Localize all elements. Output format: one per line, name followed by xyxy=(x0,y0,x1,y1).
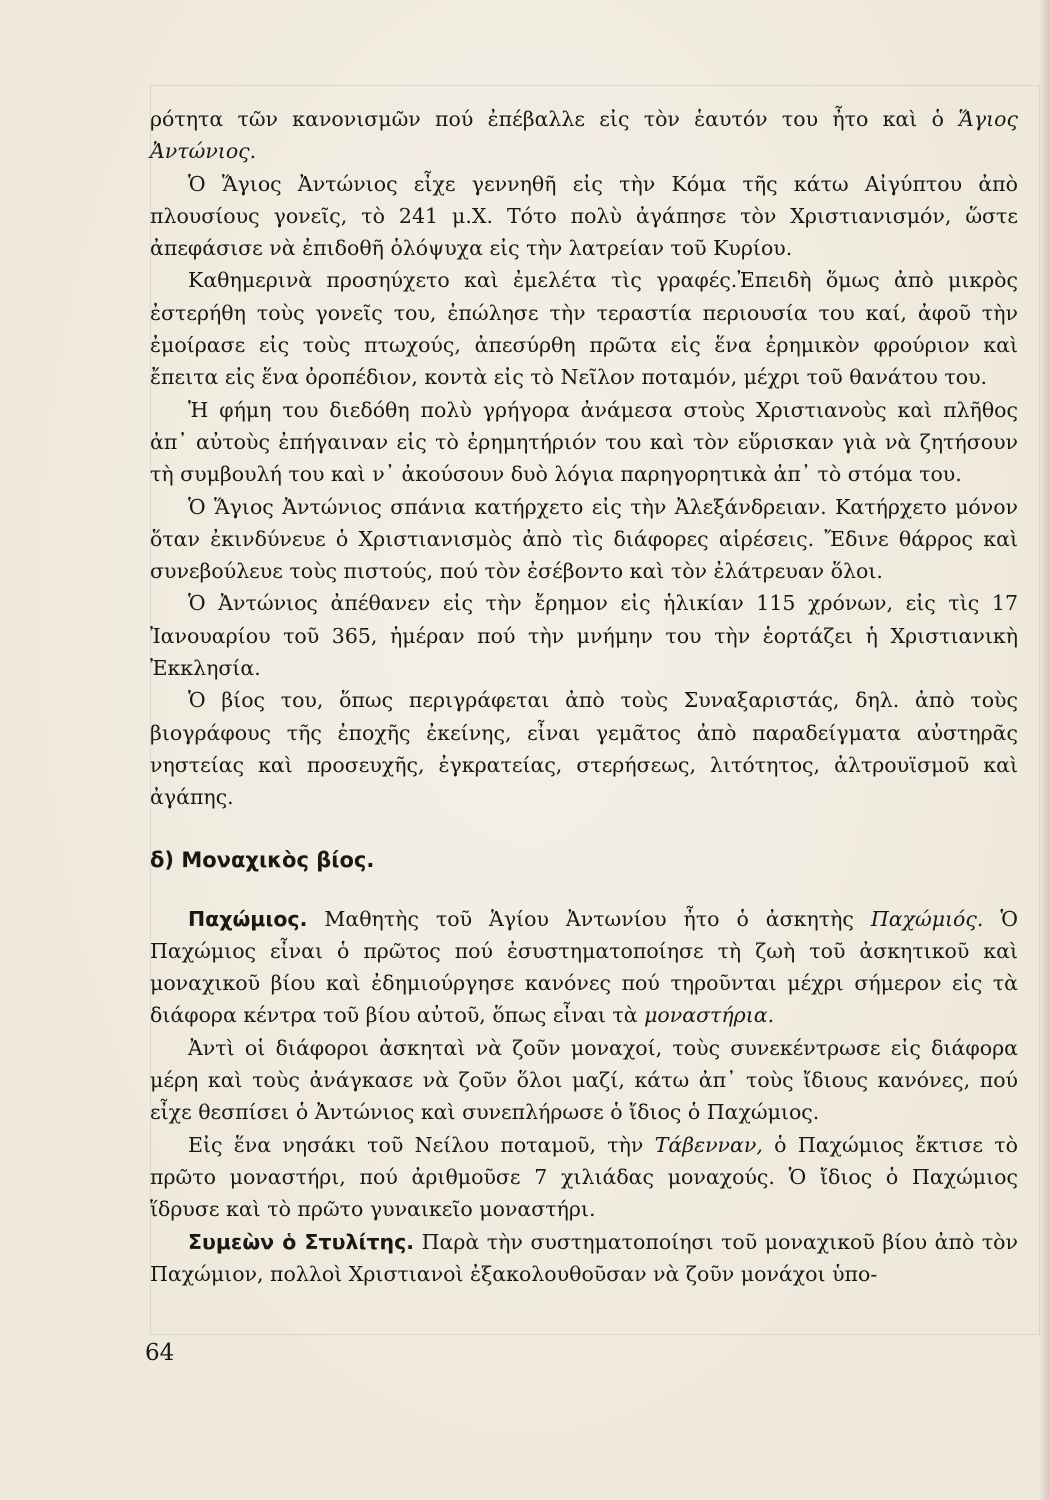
paragraph-7: Ὁ βίος του, ὅπως περιγράφεται ἀπὸ τοὺς Συναξαριστάς, δηλ. ἀπὸ τοὺς βιογράφους τῆς ἐποχῆς ἐκείνης, εἶναι γεμᾶτος ἀπὸ παραδείγματα αὐστηρᾶς νηστείας καὶ προσευχῆς, ἐγκρατείας, στερήσεως, λιτότητος, ἀλτρουϊσμοῦ καὶ ἀγάπης. xyxy=(150,688,1018,810)
paragraph-3: Καθημερινὰ προσηύχετο καὶ ἐμελέτα τὶς γραφές.Ἐπειδὴ ὅμως ἀπὸ μικρὸς ἐστερήθη τοὺς γονεῖς του, ἐπώλησε τὴν τεραστία περιουσία του καί, ἀφοῦ τὴν ἐμοίρασε εἰς τοὺς πτωχούς, ἀπεσύρθη πρῶτα εἰς ἕνα ἐρημικὸν φρούριον καὶ ἔπειτα εἰς ἕνα ὀροπέδιον, κοντὰ εἰς τὸ Νεῖλον ποταμόν, μέχρι τοῦ θανάτου του. xyxy=(150,268,1018,390)
symeon-lead: Συμεὼν ὁ Στυλίτης. xyxy=(188,1229,415,1254)
paragraph-4: Ἡ φήμη του διεδόθη πολὺ γρήγορα ἀνάμεσα στοὺς Χριστιανοὺς καὶ πλῆθος ἀπ᾿ αὐτοὺς ἐπήγαιναν εἰς τὸ ἐρημητήριόν του καὶ τὸν εὕρισκαν γιὰ νὰ ζητήσουν τὴ συμβουλή του καὶ ν᾿ ἀκούσουν δυὸ λόγια παρηγορητικὰ ἀπ᾿ τὸ στόμα του. xyxy=(150,397,1018,487)
page-edge-shadow xyxy=(1039,0,1049,1500)
paragraph-6: Ὁ Ἀντώνιος ἀπέθανεν εἰς τὴν ἔρημον εἰς ἡλικίαν 115 χρόνων, εἰς τὶς 17 Ἰανουαρίου τοῦ 365, ἡμέραν πού τὴν μνήμην του τὴν ἑορτάζει ἡ Χριστιανικὴ Ἐκκλησία. xyxy=(150,591,1018,681)
pachomios-italic: Παχώμιός. xyxy=(870,906,984,931)
paragraph-1 xyxy=(150,103,1018,168)
paragraph-1-text: ρότητα τῶν κανονισμῶν πού ἐπέβαλλε εἰς τὸν ἑαυτόν του ἦτο καὶ ὁ xyxy=(150,107,959,131)
pachomios-lead: Παχώμιος. xyxy=(188,906,308,931)
paragraph-8 xyxy=(150,903,1018,1032)
saint-anthony-italic: Ἅγιος Ἀντώνιος. xyxy=(150,107,1018,164)
page-text xyxy=(150,103,1018,1290)
paragraph-5: Ὁ Ἅγιος Ἀντώνιος σπάνια κατήρχετο εἰς τὴν Ἀλεξάνδρειαν. Κατήρχετο μόνον ὅταν ἐκινδύνευε ὁ Χριστιανισμὸς ἀπὸ τὶς διάφορες αἱρέσεις. Ἔδινε θάρρος καὶ συνεβούλευε τοὺς πιστούς, πού τὸν ἐσέβοντο καὶ τὸν ἐλάτρευαν ὅλοι. xyxy=(150,494,1018,584)
page-number: 64 xyxy=(145,1340,175,1366)
paragraph-11-text: Παρὰ τὴν συστηματοποίησι τοῦ μοναχικοῦ βίου ἀπὸ τὸν Παχώμιον, πολλοὶ Χριστιανοὶ ἐξακολουθοῦσαν νὰ ζοῦν μονάχοι ὑπο- xyxy=(150,1229,1018,1286)
paragraph-2: Ὁ Ἅγιος Ἀντώνιος εἶχε γεννηθῆ εἰς τὴν Κόμα τῆς κάτω Αἰγύπτου ἀπὸ πλουσίους γονεῖς, τὸ 241 μ.Χ. Τότο πολὺ ἀγάπησε τὸν Χριστιανισμόν, ὥστε ἀπεφάσισε νὰ ἐπιδοθῆ ὁλόψυχα εἰς τὴν λατρείαν τοῦ Κυρίου. xyxy=(150,171,1018,261)
paragraph-11 xyxy=(150,1226,1018,1291)
paragraph-8-text-a: Μαθητὴς τοῦ Ἁγίου Ἀντωνίου ἦτο ὁ ἀσκητὴς xyxy=(307,906,871,931)
paragraph-10 xyxy=(150,1129,1018,1226)
paragraph-10-text-a: Εἰς ἕνα νησάκι τοῦ Νείλου ποταμοῦ, τὴν xyxy=(188,1132,655,1157)
tabenna-italic: Τάβενναν, xyxy=(654,1132,763,1157)
paragraph-9: Ἀντὶ οἱ διάφοροι ἀσκηταὶ νὰ ζοῦν μοναχοί, τοὺς συνεκέντρωσε εἰς διάφορα μέρη καὶ τοὺς ἀνάγκασε νὰ ζοῦν ὅλοι μαζί, κάτω ἀπ᾿ τοὺς ἴδιους κανόνες, πού εἶχε θεσπίσει ὁ Ἀντώνιος καὶ συνεπλήρωσε ὁ ἴδιος ὁ Παχώμιος. xyxy=(150,1035,1018,1125)
paragraph-10-text-c: ὁ Παχώμιος ἔκτισε τὸ πρῶτο μοναστήρι, πού ἀριθμοῦσε 7 χιλιάδας μοναχούς. Ὁ ἴδιος ὁ Παχώμιος ἵδρυσε καὶ τὸ πρῶτο γυναικεῖο μοναστήρι. xyxy=(150,1132,1018,1222)
section-heading: δ) Μοναχικὸς βίος. xyxy=(150,847,375,872)
monasteries-italic: μοναστήρια. xyxy=(644,1003,775,1028)
paragraph-8-text-c: Ὁ Παχώμιος εἶναι ὁ πρῶτος πού ἐσυστηματοποίησε τὴ ζωὴ τοῦ ἀσκητικοῦ καὶ μοναχικοῦ βίου καὶ ἐδημιούργησε κανόνες πού τηροῦνται μέχρι σήμερον εἰς τὰ διάφορα κέντρα τοῦ βίου αὐτοῦ, ὅπως εἶναι τὰ xyxy=(150,906,1018,1028)
